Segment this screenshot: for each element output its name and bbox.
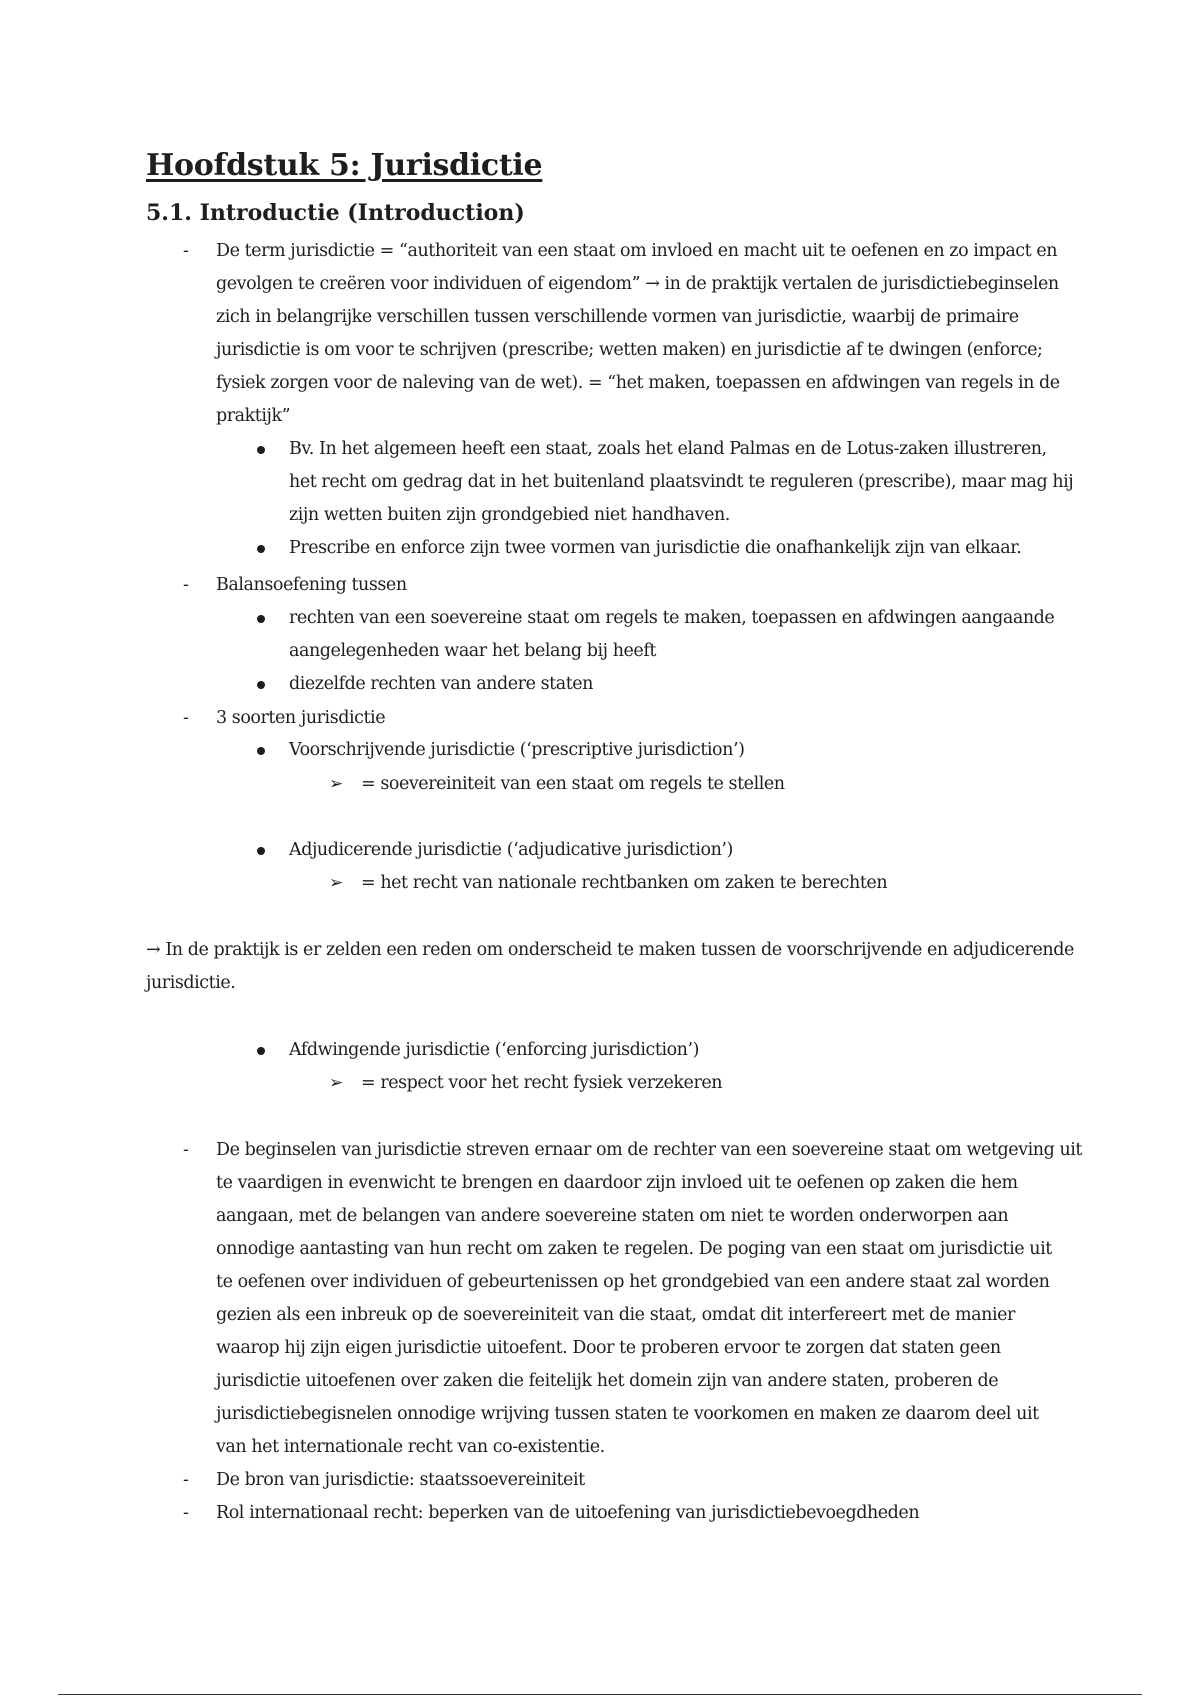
list-dash: - (183, 1140, 189, 1160)
text-line: jurisdictiebegisnelen onnodige wrijving tussen staten te voorkomen en maken ze daarom deel uit (216, 1404, 1039, 1424)
text-line: De beginselen van jurisdictie streven ernaar om de rechter van een soevereine staat om wetgeving uit (216, 1140, 1083, 1160)
arrow-bullet-icon: ➢ (329, 1073, 344, 1093)
bullet-dot (257, 446, 265, 454)
text-line: aangaan, met de belangen van andere soevereine staten om niet te worden onderworpen aan (216, 1206, 1009, 1226)
text-line: = soevereiniteit van een staat om regels te stellen (361, 774, 785, 794)
text-line: Prescribe en enforce zijn twee vormen van jurisdictie die onafhankelijk zijn van elkaar. (289, 538, 1022, 558)
text-line: jurisdictie is om voor te schrijven (prescribe; wetten maken) en jurisdictie af te dwingen (enforce; (216, 340, 1043, 360)
text-line: aangelegenheden waar het belang bij heeft (289, 641, 656, 661)
list-dash: - (183, 1470, 189, 1490)
text-line: zich in belangrijke verschillen tussen verschillende vormen van jurisdictie, waarbij de primaire (216, 307, 1019, 327)
list-dash: - (183, 575, 189, 595)
section-heading: 5.1. Introductie (Introduction) (146, 200, 525, 226)
text-line: Bv. In het algemeen heeft een staat, zoals het eland Palmas en de Lotus-zaken illustreren, (289, 439, 1047, 459)
text-line: rechten van een soevereine staat om regels te maken, toepassen en afdwingen aangaande (289, 608, 1055, 628)
text-line: te oefenen over individuen of gebeurtenissen op het grondgebied van een andere staat zal worden (216, 1272, 1050, 1292)
text-line: De bron van jurisdictie: staatssoevereiniteit (216, 1470, 585, 1490)
text-line: → In de praktijk is er zelden een reden om onderscheid te maken tussen de voorschrijvende en adjudicerende (146, 940, 1074, 960)
bullet-dot (257, 681, 265, 689)
text-line: De term jurisdictie = “authoriteit van een staat om invloed en macht uit te oefenen en zo impact en (216, 241, 1058, 261)
bullet-dot (257, 1047, 265, 1055)
text-line: praktijk” (216, 406, 291, 426)
text-line: Voorschrijvende jurisdictie (‘prescriptive jurisdiction’) (289, 740, 745, 760)
arrow-bullet-icon: ➢ (329, 774, 344, 794)
text-line: = het recht van nationale rechtbanken om zaken te berechten (361, 873, 888, 893)
text-line: diezelfde rechten van andere staten (289, 674, 594, 694)
text-line: Balansoefening tussen (216, 575, 407, 595)
list-dash: - (183, 241, 189, 261)
text-line: 3 soorten jurisdictie (216, 708, 386, 728)
text-line: te vaardigen in evenwicht te brengen en daardoor zijn invloed uit te oefenen op zaken die hem (216, 1173, 1018, 1193)
arrow-bullet-icon: ➢ (329, 873, 344, 893)
list-dash: - (183, 1503, 189, 1523)
bullet-dot (257, 615, 265, 623)
text-line: het recht om gedrag dat in het buitenland plaatsvindt te reguleren (prescribe), maar mag hij (289, 472, 1074, 492)
bullet-dot (257, 847, 265, 855)
text-line: gevolgen te creëren voor individuen of eigendom” → in de praktijk vertalen de jurisdictiebeginselen (216, 274, 1059, 294)
text-line: Rol internationaal recht: beperken van de uitoefening van jurisdictiebevoegdheden (216, 1503, 920, 1523)
bullet-dot (257, 747, 265, 755)
text-line: Afdwingende jurisdictie (‘enforcing jurisdiction’) (289, 1040, 699, 1060)
text-line: zijn wetten buiten zijn grondgebied niet handhaven. (289, 505, 730, 525)
text-line: onnodige aantasting van hun recht om zaken te regelen. De poging van een staat om jurisdictie uit (216, 1239, 1052, 1259)
bullet-dot (257, 545, 265, 553)
page-divider (58, 1694, 1142, 1695)
text-line: = respect voor het recht fysiek verzekeren (361, 1073, 723, 1093)
text-line: Adjudicerende jurisdictie (‘adjudicative jurisdiction’) (289, 840, 733, 860)
chapter-heading: Hoofdstuk 5: Jurisdictie (146, 148, 543, 183)
text-line: van het internationale recht van co-existentie. (216, 1437, 605, 1457)
text-line: jurisdictie. (146, 973, 236, 993)
text-line: fysiek zorgen voor de naleving van de wet). = “het maken, toepassen en afdwingen van regels in de (216, 373, 1060, 393)
text-line: jurisdictie uitoefenen over zaken die feitelijk het domein zijn van andere staten, proberen de (216, 1371, 999, 1391)
list-dash: - (183, 708, 189, 728)
text-line: gezien als een inbreuk op de soevereiniteit van die staat, omdat dit interfereert met de manier (216, 1305, 1015, 1325)
text-line: waarop hij zijn eigen jurisdictie uitoefent. Door te proberen ervoor te zorgen dat staten geen (216, 1338, 1001, 1358)
